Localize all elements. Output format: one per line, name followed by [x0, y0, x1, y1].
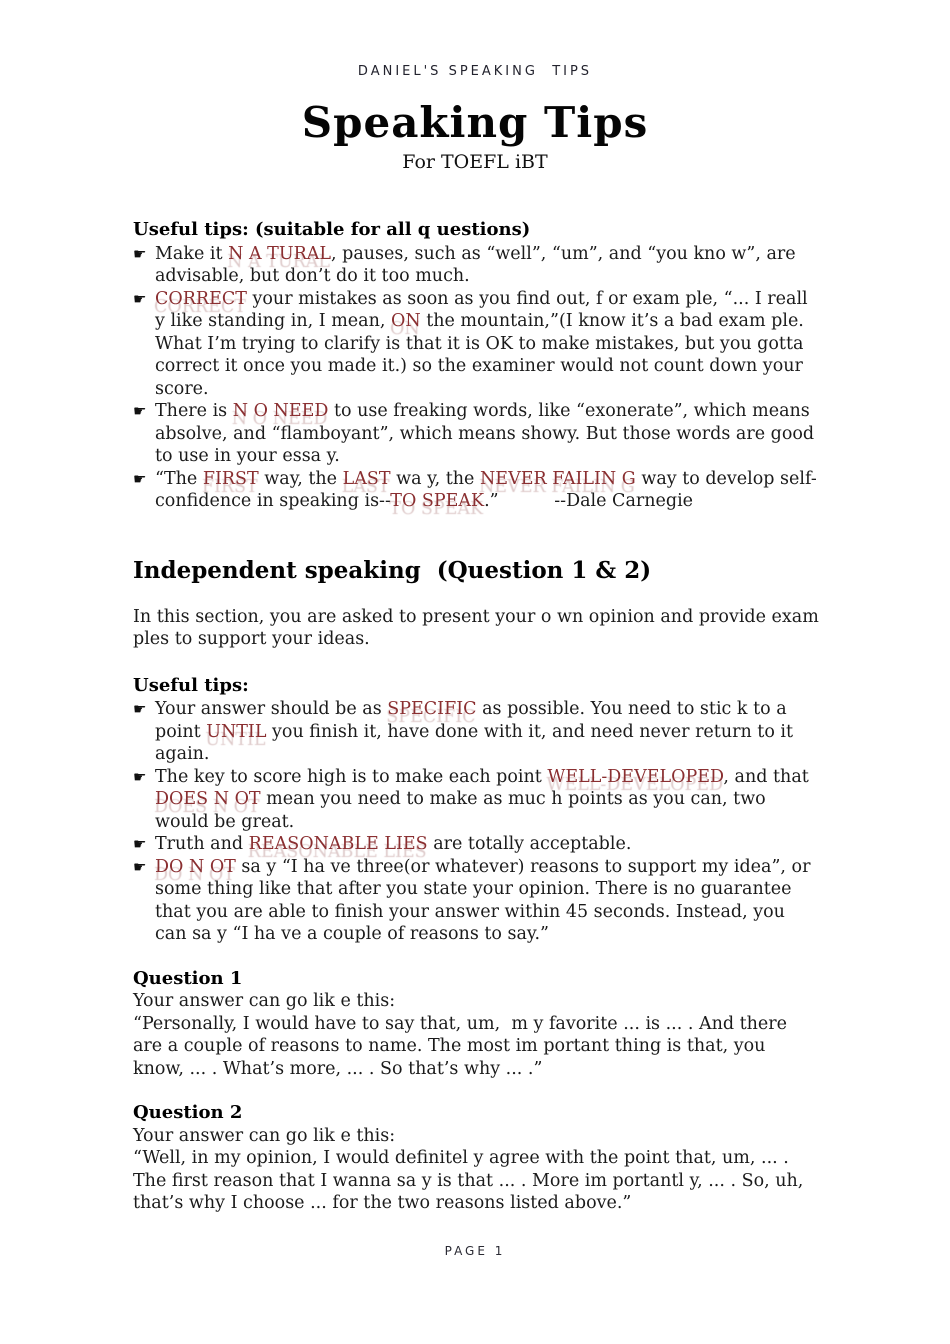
general-tips-list: [133, 243, 820, 513]
tip-text-segment: mean you need to make as muc h points as you can, two would be great.: [155, 789, 772, 832]
useful-tips-heading-general: Useful tips: (suitable for all q uestions): [133, 219, 531, 241]
pointing-finger-icon: ☛: [133, 289, 147, 308]
tip-text: [155, 468, 820, 513]
tip-text-segment: the mountain,”(I know it’s a bad exam ple. What I’m trying to clarify is that it is OK to make mistakes, but you gotta correct it once you made it.) so the examiner would not count down your score.: [155, 311, 810, 399]
page-title: Speaking Tips: [301, 98, 649, 147]
tip-text: [155, 698, 820, 766]
page-number-footer: PAGE 1: [444, 1244, 506, 1258]
highlighted-keyword: SPECIFIC: [387, 699, 477, 720]
tip-text-segment: to use freaking words, like “exonerate”, which means absolve, and “flamboyant”, which means showy. But those words are good to use in your essa y.: [155, 401, 820, 467]
useful-tips-heading-independent: Useful tips:: [133, 674, 249, 696]
pointing-finger-icon: ☛: [133, 244, 147, 263]
text-line: “Personally, I would have to say that, um, m y favorite ... is ... . And there are a couple of reasons to name. The most im portant thing is that, you know, ... . What’s more, ... . So that’s why ... .”: [133, 1013, 793, 1079]
highlighted-keyword: N O NEED: [232, 401, 329, 422]
question-2-text: [133, 1125, 820, 1215]
tip-text-segment: , and that: [723, 766, 815, 787]
independent-tips-list: [133, 698, 820, 946]
tip-text-segment: sa y “I ha ve three(or whatever) reasons to support my idea”, or some thing like that after you state your opinion. There is no guarantee that you are able to finish your answer within 45 seconds. Instead, you can sa y “I ha ve a couple of reasons to say.”: [155, 856, 817, 945]
tip-text: [155, 833, 820, 856]
highlighted-keyword: REASONABLE LIES: [248, 834, 428, 855]
pointing-finger-icon: ☛: [133, 835, 147, 854]
question-1-text: [133, 990, 820, 1080]
highlighted-keyword: FIRST: [202, 468, 259, 489]
question-1-block: [133, 968, 820, 1081]
pointing-finger-icon: ☛: [133, 402, 147, 421]
highlighted-keyword: UNTIL: [206, 721, 267, 742]
tip-text-segment: way, the: [258, 468, 343, 489]
pointing-finger-icon: ☛: [133, 857, 147, 876]
tip-item: [133, 288, 820, 401]
tip-text-segment: Your answer should be as: [155, 699, 388, 720]
tip-text: [155, 856, 820, 946]
tip-text: [155, 400, 820, 468]
tip-text-segment: There is: [155, 401, 233, 422]
highlighted-keyword: N A TURAL: [228, 243, 332, 264]
tip-text-segment: wa y, the: [390, 468, 480, 489]
tip-item: [133, 698, 820, 766]
highlighted-keyword: TO SPEAK: [390, 491, 485, 512]
text-line: Your answer can go lik e this:: [133, 1125, 396, 1146]
tip-text-segment: .” --Dale Carnegie: [484, 491, 694, 512]
tip-text-segment: way to develop self-confidence in speaking is--: [155, 468, 817, 512]
tip-text-segment: as possible. You need to stic k to a point: [155, 699, 793, 742]
document-running-header: DANIEL'S SPEAKING TIPS: [357, 64, 593, 79]
tip-item: [133, 400, 820, 468]
independent-speaking-heading: Independent speaking (Question 1 & 2): [133, 556, 652, 584]
tip-text-segment: , pauses, such as “well”, “um”, and “you kno w”, are advisable, but don’t do it too much.: [155, 243, 802, 287]
tip-text-segment: Make it: [155, 243, 229, 264]
independent-speaking-intro: In this section, you are asked to present your o wn opinion and provide exam ples to support your ideas.: [133, 606, 825, 650]
pointing-finger-icon: ☛: [133, 767, 147, 786]
question-1-heading: Question 1: [133, 967, 243, 989]
tip-item: [133, 766, 820, 834]
page-subtitle: For TOEFL iBT: [402, 151, 548, 174]
pointing-finger-icon: ☛: [133, 700, 147, 719]
highlighted-keyword: DO N OT: [155, 856, 236, 877]
question-2-heading: Question 2: [133, 1102, 243, 1124]
tip-text-segment: “The: [155, 468, 203, 489]
tip-item: [133, 243, 820, 288]
document-body: [0, 219, 950, 1215]
tip-item: [133, 856, 820, 946]
highlighted-keyword: DOES N OT: [155, 789, 261, 810]
tip-text-segment: your mistakes as soon as you find out, f or exam ple, “... I reall y like standing in, I mean,: [155, 288, 814, 332]
text-line: “Well, in my opinion, I would definitel y agree with the point that, um, ... . The first reason that I wanna sa y is that ... . More im portantl y, ... . So, uh, that’s why I choose ... for the two reasons listed above.”: [133, 1148, 815, 1214]
question-2-block: [133, 1102, 820, 1215]
highlighted-keyword: LAST: [342, 468, 391, 489]
pointing-finger-icon: ☛: [133, 469, 147, 488]
highlighted-keyword: ON: [390, 311, 421, 332]
highlighted-keyword: NEVER FAILIN G: [479, 468, 636, 489]
highlighted-keyword: WELL-DEVELOPED: [547, 766, 724, 787]
tip-text-segment: you finish it, have done with it, and need never return to it again.: [155, 721, 799, 765]
tip-text: [155, 288, 820, 401]
tip-text-segment: Truth and: [155, 834, 249, 855]
tip-item: [133, 468, 820, 513]
text-line: Your answer can go lik e this:: [133, 991, 396, 1012]
tip-text: [155, 766, 820, 834]
tip-text: [155, 243, 820, 288]
tip-text-segment: are totally acceptable.: [427, 834, 632, 855]
tip-item: [133, 833, 820, 856]
highlighted-keyword: CORRECT: [155, 288, 247, 309]
tip-text-segment: The key to score high is to make each point: [155, 766, 548, 787]
